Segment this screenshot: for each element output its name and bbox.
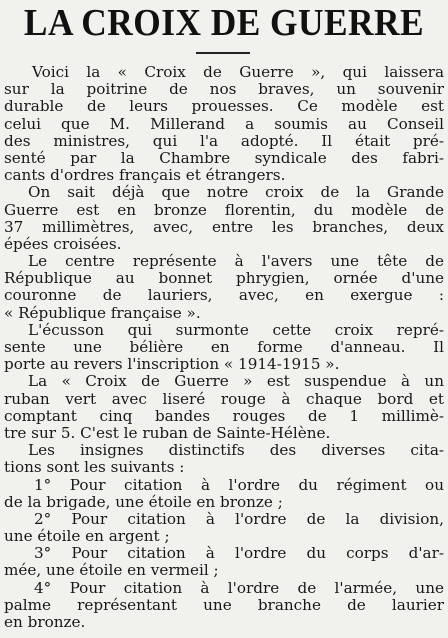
article-line: senté par la Chambre syndicale des fabri- [4, 149, 444, 167]
article-line: La « Croix de Guerre » est suspendue à un [28, 373, 444, 391]
article-line: tre sur 5. C'est le ruban de Sainte-Hélène. [4, 424, 331, 442]
article-line: comptant cinq bandes rouges de 1 millimè- [4, 407, 444, 425]
article-line: porte au revers l'inscription « 1914-1915 ». [4, 356, 340, 374]
article-line: sur la poitrine de nos braves, un souvenir [4, 81, 444, 99]
article-line: ruban vert avec liseré rouge à chaque bord et [4, 390, 444, 408]
article-line: en bronze. [4, 614, 86, 631]
article-line: de la brigade, une étoile en bronze ; [4, 493, 283, 511]
article-line: épées croisées. [4, 235, 122, 253]
article-line: « République française ». [4, 304, 201, 322]
article-line: une étoile en argent ; [4, 528, 170, 546]
article-line: mée, une étoile en vermeil ; [4, 562, 219, 580]
article-line: On sait déjà que notre croix de la Grande [28, 184, 444, 202]
article-line: Guerre est en bronze florentin, du modèle de [4, 201, 444, 219]
article-line: Les insignes distinctifs des diverses cita- [28, 442, 444, 460]
article-line: tions sont les suivants : [4, 459, 185, 477]
article-line: L'écusson qui surmonte cette croix repré- [28, 321, 444, 339]
article-body [4, 64, 444, 631]
article-line: cants d'ordres français et étrangers. [4, 167, 286, 185]
article-line: sente une bélière en forme d'anneau. Il [4, 339, 444, 356]
article-line: 3° Pour citation à l'ordre du corps d'ar- [34, 545, 444, 563]
headline-divider [196, 52, 250, 54]
article-line: 2° Pour citation à l'ordre de la division, [34, 510, 444, 528]
article-line: couronne de lauriers, avec, en exergue : [4, 287, 444, 305]
article-line: des ministres, qui l'a adopté. Il était pré- [4, 132, 444, 150]
article-headline: LA CROIX DE GUERRE [23, 2, 425, 44]
article-line: palme représentant une branche de laurier [4, 596, 444, 614]
article-line: Le centre représente à l'avers une tête de [28, 253, 444, 271]
article-line: durable de leurs prouesses. Ce modèle est [4, 98, 444, 116]
article-line: Voici la « Croix de Guerre », qui laissera [32, 64, 444, 81]
article-line: République au bonnet phrygien, ornée d'une [4, 270, 444, 288]
article-line: 4° Pour citation à l'ordre de l'armée, une [34, 579, 444, 597]
article-line: 1° Pour citation à l'ordre du régiment ou [34, 476, 444, 494]
article-line: 37 millimètres, avec, entre les branches, deux [4, 218, 444, 236]
article-line: celui que M. Millerand a soumis au Conseil [4, 115, 444, 133]
